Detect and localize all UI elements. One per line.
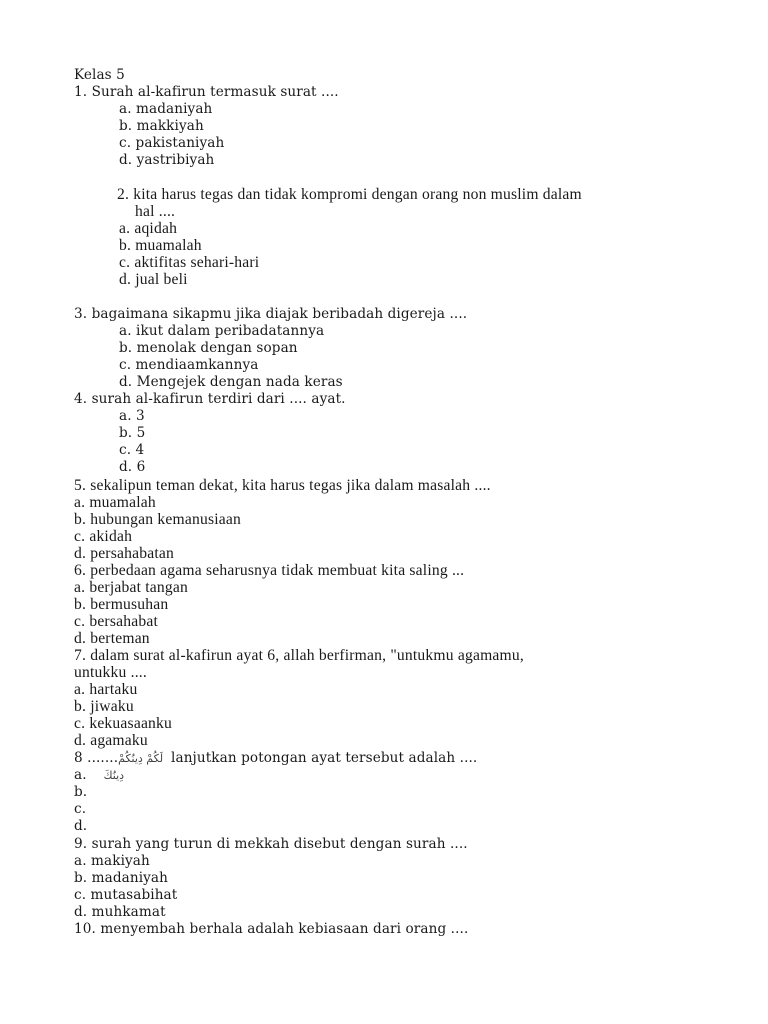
question-7-option-c: c. kekuasaanku [74,715,173,732]
question-2-text-line1: 2. kita harus tegas dan tidak kompromi dengan orang non muslim dalam [117,186,582,203]
question-8-prompt: lanjutkan potongan ayat tersebut adalah .... [171,750,478,766]
question-6-text: 6. perbedaan agama seharusnya tidak membuat kita saling ... [74,562,465,579]
question-5-option-c: c. akidah [74,528,133,545]
question-8-option-a [74,767,124,784]
question-7-option-b: b. jiwaku [74,698,134,715]
question-5-text: 5. sekalipun teman dekat, kita harus tegas jika dalam masalah .... [74,477,491,494]
question-2-option-b: b. muamalah [119,237,202,254]
question-6-option-a: a. berjabat tangan [74,579,188,596]
question-3-option-a: a. ikut dalam peribadatannya [119,323,325,339]
question-8-option-d: d. [74,818,88,834]
question-8-arabic-verse: لَكُمْ دِينُكُمْ [118,752,164,765]
question-2-option-d: d. jual beli [119,271,188,288]
question-7-option-a: a. hartaku [74,681,138,698]
question-4-text: 4. surah al-kafirun terdiri dari .... ayat. [74,391,346,407]
question-2-option-c: c. aktifitas sehari-hari [119,254,260,271]
question-9-text: 9. surah yang turun di mekkah disebut dengan surah .... [74,836,468,852]
question-4-option-d: d. 6 [119,459,146,475]
question-7-option-d: d. agamaku [74,732,148,749]
question-8-option-b: b. [74,784,88,800]
question-3-option-b: b. menolak dengan sopan [119,340,298,356]
class-heading: Kelas 5 [74,67,125,83]
question-9-option-c: c. mutasabihat [74,887,178,903]
question-8-option-c: c. [74,801,87,817]
question-5-option-a: a. muamalah [74,494,156,511]
question-3-option-d: d. Mengejek dengan nada keras [119,374,343,390]
question-9-option-d: d. muhkamat [74,904,166,920]
question-8-dots: ....... [87,750,119,766]
question-8-option-a-arabic: دِينُكَ [103,769,125,782]
question-3-option-c: c. mendiaamkannya [119,357,259,373]
question-2-text-line2: hal .... [135,203,176,220]
question-3-text: 3. bagaimana sikapmu jika diajak beribadah digereja .... [74,306,468,322]
question-1-option-b: b. makkiyah [119,118,204,134]
question-10-text: 10. menyembah berhala adalah kebiasaan dari orang .... [74,921,469,937]
question-8-text [74,750,477,767]
question-4-option-a: a. 3 [119,408,145,424]
question-2-option-a: a. aqidah [119,220,178,237]
question-1-text: 1. Surah al-kafirun termasuk surat .... [74,84,339,100]
question-5-option-b: b. hubungan kemanusiaan [74,511,241,528]
question-6-option-d: d. berteman [74,630,150,647]
question-1-option-a: a. madaniyah [119,101,213,117]
question-9-option-a: a. makiyah [74,853,150,869]
question-6-option-c: c. bersahabat [74,613,158,630]
question-8-number: 8 [74,750,83,766]
question-8-option-a-label: a. [74,767,87,783]
question-7-text-line2: untukku .... [74,664,148,681]
question-1-option-c: c. pakistaniyah [119,135,225,151]
question-7-text-line1: 7. dalam surat al-kafirun ayat 6, allah berfirman, "untukmu agamamu, [74,647,524,664]
question-4-option-c: c. 4 [119,442,145,458]
question-1-option-d: d. yastribiyah [119,152,215,168]
question-9-option-b: b. madaniyah [74,870,168,886]
question-4-option-b: b. 5 [119,425,146,441]
question-6-option-b: b. bermusuhan [74,596,169,613]
question-5-option-d: d. persahabatan [74,545,174,562]
